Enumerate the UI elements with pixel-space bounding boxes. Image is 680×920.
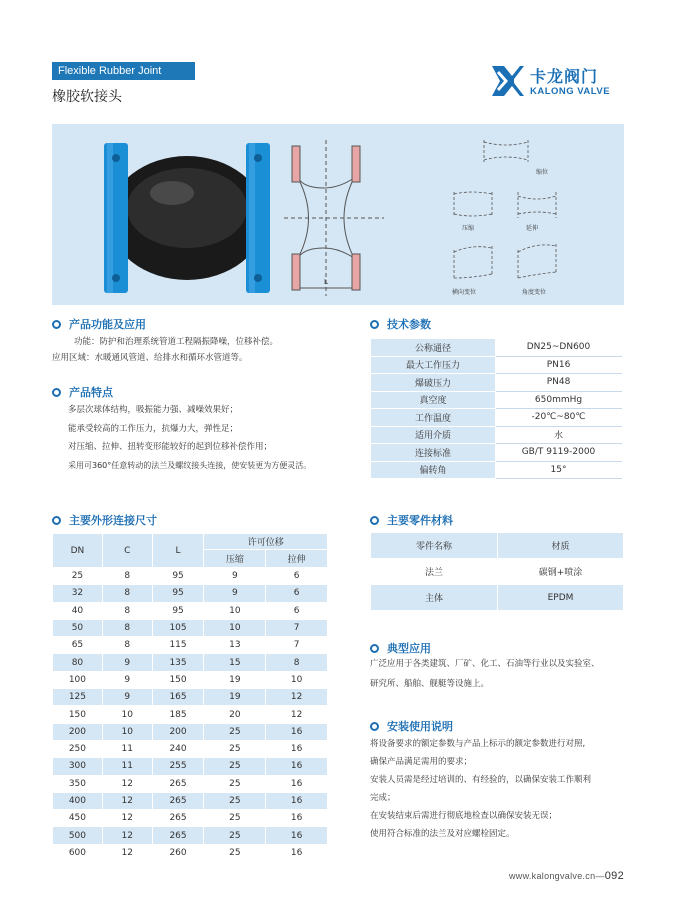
install-line: 在安装结束后需进行彻底地检查以确保安装无误； [370, 811, 558, 821]
install-line: 完成； [370, 793, 396, 803]
dims-row [53, 827, 328, 844]
compress-cell: 25 [204, 758, 266, 775]
tech-key: 最大工作压力 [371, 356, 496, 374]
dn-cell: 450 [53, 810, 103, 827]
stretch-cell: 16 [266, 827, 328, 844]
compress-cell: 13 [204, 637, 266, 654]
compress-cell: 25 [204, 810, 266, 827]
applications-body [370, 660, 640, 700]
material-row [371, 585, 624, 611]
features-body [68, 406, 358, 480]
product-hero-panel [52, 124, 624, 305]
stretch-cell: 16 [266, 740, 328, 757]
kalong-logo-icon [490, 64, 526, 98]
ring-bullet-icon [370, 320, 379, 329]
functions-body [52, 338, 352, 362]
stretch-cell: 6 [266, 568, 328, 585]
l-cell: 95 [152, 568, 204, 585]
tech-value: 水 [496, 426, 622, 444]
install-line: 将设备要求的额定参数与产品上标示的额定参数进行对照, [370, 739, 586, 749]
ring-bullet-icon [52, 320, 61, 329]
stretch-cell: 6 [266, 602, 328, 619]
deformation-diagrams [432, 132, 622, 300]
c-cell: 12 [102, 810, 152, 827]
col-material: 材质 [498, 533, 624, 559]
dn-cell: 32 [53, 585, 103, 602]
compress-cell: 20 [204, 706, 266, 723]
compress-cell: 15 [204, 654, 266, 671]
ring-bullet-icon [370, 516, 379, 525]
dn-cell: 300 [53, 758, 103, 775]
c-cell: 8 [102, 602, 152, 619]
dims-row [53, 602, 328, 619]
l-cell: 265 [152, 792, 204, 809]
dn-cell: 50 [53, 619, 103, 636]
c-cell: 10 [102, 723, 152, 740]
footer-site: www.kalongvalve.cn [508, 871, 596, 881]
dims-row [53, 740, 328, 757]
c-cell: 12 [102, 775, 152, 792]
logo-text-cn: 卡龙阀门 [530, 67, 599, 86]
stretch-cell: 8 [266, 654, 328, 671]
features-line: 能承受较高的工作压力，抗爆力大，弹性足； [68, 423, 239, 434]
stretch-cell: 16 [266, 844, 328, 861]
dims-row [53, 689, 328, 706]
dn-cell: 125 [53, 689, 103, 706]
tech-row [371, 409, 622, 427]
compress-label: 压缩 [462, 225, 475, 232]
compress-cell: 25 [204, 792, 266, 809]
joint-section-drawing [284, 138, 394, 298]
stretch-cell: 16 [266, 758, 328, 775]
dims-row [53, 585, 328, 602]
l-cell: 135 [152, 654, 204, 671]
material-row [371, 559, 624, 585]
compress-cell: 25 [204, 723, 266, 740]
features-line: 对压缩、拉伸、扭转变形能较好的起到位移补偿作用； [68, 442, 273, 452]
tech-value: 650mmHg [496, 391, 622, 409]
dn-cell: 500 [53, 827, 103, 844]
ring-bullet-icon [52, 516, 61, 525]
col-part: 零件名称 [371, 533, 498, 559]
l-cell: 265 [152, 827, 204, 844]
stretch-cell: 7 [266, 637, 328, 654]
materials-table [370, 532, 624, 611]
compress-cell: 25 [204, 827, 266, 844]
dims-row [53, 706, 328, 723]
material-name: EPDM [498, 585, 624, 611]
c-cell: 12 [102, 827, 152, 844]
tech-row [371, 374, 622, 392]
stretch-cell: 10 [266, 671, 328, 688]
compress-cell: 19 [204, 689, 266, 706]
tech-key: 连接标准 [371, 444, 496, 462]
dn-cell: 350 [53, 775, 103, 792]
col-stretch: 拉伸 [266, 550, 328, 568]
tech-value: DN25~DN600 [496, 339, 622, 357]
col-compress: 压缩 [204, 550, 266, 568]
dims-row [53, 619, 328, 636]
dims-heading: 主要外形连接尺寸 [52, 512, 157, 528]
part-name: 法兰 [371, 559, 498, 585]
l-cell: 255 [152, 758, 204, 775]
dimensions-table [52, 533, 328, 862]
c-cell: 8 [102, 619, 152, 636]
tech-key: 偏转角 [371, 461, 496, 479]
features-heading: 产品特点 [52, 384, 113, 400]
rubber-joint-product-image [92, 138, 282, 298]
dims-row [53, 844, 328, 861]
dn-cell: 100 [53, 671, 103, 688]
l-cell: 95 [152, 585, 204, 602]
dims-row [53, 568, 328, 585]
dn-cell: 25 [53, 568, 103, 585]
c-cell: 9 [102, 671, 152, 688]
compress-cell: 25 [204, 775, 266, 792]
functions-heading: 产品功能及应用 [52, 316, 146, 332]
tech-row [371, 339, 622, 357]
stretch-cell: 12 [266, 706, 328, 723]
install-line: 安装人员需是经过培训的、有经验的，以确保安装工作顺利 [370, 775, 592, 785]
l-cell: 265 [152, 810, 204, 827]
tech-key: 爆破压力 [371, 374, 496, 392]
l-cell: 185 [152, 706, 204, 723]
tech-key: 真空度 [371, 391, 496, 409]
c-cell: 11 [102, 758, 152, 775]
l-cell: 200 [152, 723, 204, 740]
stretch-cell: 12 [266, 689, 328, 706]
applications-heading: 典型应用 [370, 640, 431, 656]
stretch-cell: 16 [266, 775, 328, 792]
tech-value: GB/T 9119-2000 [496, 444, 622, 462]
dn-cell: 250 [53, 740, 103, 757]
extend-label: 延伸 [526, 225, 539, 232]
c-cell: 9 [102, 689, 152, 706]
install-heading: 安装使用说明 [370, 718, 453, 734]
tech-key: 适用介质 [371, 426, 496, 444]
applications-line: 研究所、船舶、舰艇等设施上。 [370, 679, 490, 689]
install-body [370, 740, 640, 848]
tech-row [371, 444, 622, 462]
tech-params-table [370, 338, 622, 479]
title-en: Flexible Rubber Joint [52, 62, 195, 80]
compress-cell: 10 [204, 602, 266, 619]
tech-row [371, 391, 622, 409]
footer [509, 870, 624, 882]
footer-sep: — [595, 871, 605, 881]
materials-heading: 主要零件材料 [370, 512, 453, 528]
compress-cell: 19 [204, 671, 266, 688]
install-line: 使用符合标准的法兰及对应螺栓固定。 [370, 829, 515, 839]
ring-bullet-icon [370, 644, 379, 653]
tech-key: 公称通径 [371, 339, 496, 357]
dims-row [53, 775, 328, 792]
dn-cell: 600 [53, 844, 103, 861]
stretch-cell: 16 [266, 723, 328, 740]
dims-row [53, 654, 328, 671]
c-cell: 12 [102, 792, 152, 809]
features-line: 采用可360°任意转动的法兰及螺纹接头连接，使安装更为方便灵活。 [68, 460, 312, 470]
dims-row [53, 792, 328, 809]
c-cell: 9 [102, 654, 152, 671]
shrink-label: 缩位 [536, 169, 549, 176]
compress-cell: 25 [204, 740, 266, 757]
tech-key: 工作温度 [371, 409, 496, 427]
functions-line: 功能：防护和治理系统管道工程隔振降噪，位移补偿。 [74, 337, 279, 347]
l-cell: 105 [152, 619, 204, 636]
tech-value: 15° [496, 461, 622, 479]
compress-cell: 9 [204, 568, 266, 585]
c-cell: 8 [102, 637, 152, 654]
ring-bullet-icon [52, 388, 61, 397]
tech-value: -20℃~80℃ [496, 409, 622, 427]
col-dn: DN [53, 534, 103, 568]
dn-cell: 200 [53, 723, 103, 740]
functions-line: 应用区域：水暖通风管道、给排水和循环水管道等。 [52, 352, 248, 363]
page-number: 092 [604, 870, 624, 882]
dims-row [53, 810, 328, 827]
tech-row [371, 356, 622, 374]
compress-cell: 25 [204, 844, 266, 861]
l-cell: 95 [152, 602, 204, 619]
dims-row [53, 723, 328, 740]
col-l: L [152, 534, 204, 568]
l-cell: 165 [152, 689, 204, 706]
stretch-cell: 16 [266, 810, 328, 827]
col-c: C [102, 534, 152, 568]
compress-cell: 10 [204, 619, 266, 636]
angular-label: 角度变位 [522, 289, 547, 296]
part-name: 主体 [371, 585, 498, 611]
dn-cell: 65 [53, 637, 103, 654]
c-cell: 8 [102, 585, 152, 602]
tech-value: PN16 [496, 356, 622, 374]
dn-cell: 150 [53, 706, 103, 723]
c-cell: 11 [102, 740, 152, 757]
install-line: 确保产品满足需用的要求； [370, 757, 473, 767]
logo-text-en: KALONG VALVE [530, 86, 611, 97]
stretch-cell: 7 [266, 619, 328, 636]
features-line: 多层次球体结构，吸振能力强、减噪效果好； [68, 405, 239, 415]
c-cell: 12 [102, 844, 152, 861]
dn-cell: 80 [53, 654, 103, 671]
applications-line: 广泛应用于各类建筑、厂矿、化工、石油等行业以及实验室、 [370, 659, 600, 669]
l-cell: 240 [152, 740, 204, 757]
dims-body [53, 568, 328, 862]
tech-heading: 技术参数 [370, 316, 431, 332]
dims-row [53, 671, 328, 688]
material-name: 碳钢+喷涂 [498, 559, 624, 585]
dn-cell: 400 [53, 792, 103, 809]
col-allow: 许可位移 [204, 534, 328, 550]
dn-cell: 40 [53, 602, 103, 619]
l-cell: 265 [152, 775, 204, 792]
dim-l-label: L [324, 278, 328, 286]
dims-row [53, 637, 328, 654]
tech-value: PN48 [496, 374, 622, 392]
ring-bullet-icon [370, 722, 379, 731]
tech-row [371, 461, 622, 479]
tech-row [371, 426, 622, 444]
compress-cell: 9 [204, 585, 266, 602]
stretch-cell: 6 [266, 585, 328, 602]
l-cell: 150 [152, 671, 204, 688]
lateral-label: 横向变位 [452, 289, 477, 296]
stretch-cell: 16 [266, 792, 328, 809]
title-cn: 橡胶软接头 [52, 89, 122, 105]
c-cell: 8 [102, 568, 152, 585]
l-cell: 115 [152, 637, 204, 654]
c-cell: 10 [102, 706, 152, 723]
l-cell: 260 [152, 844, 204, 861]
dims-row [53, 758, 328, 775]
